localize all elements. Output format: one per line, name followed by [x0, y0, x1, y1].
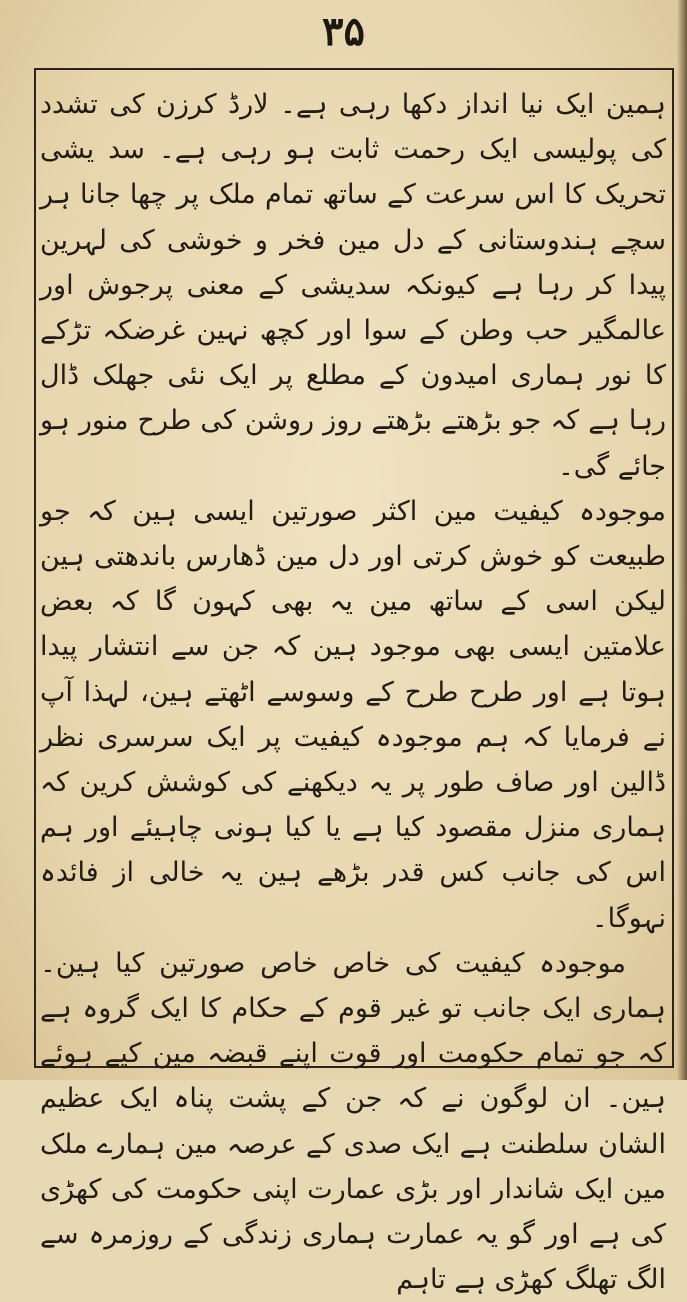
body-text [40, 82, 666, 1302]
paragraph: موجودہ کیفیت مین اکثر صورتین ایسی ہین کہ جو طبیعت کو خوش کرتی اور دل مین ڈھارس باندھتی ہین لیکن اسی کے ساتھ مین یہ بھی کہون گا کہ بعض علامتین ایسی بھی موجود ہین کہ جن سے انتشار پیدا ہوتا ہے اور طرح طرح کے وسوسے اٹھتے ہین، لہذا آپ نے فرمایا کہ ہم موجودہ کیفیت پر ایک سرسری نظر ڈالین اور صاف طور پر یہ دیکھنے کی کوشش کرین کہ ہماری منزل مقصود کیا ہے یا کیا ہونی چاہیئے اور ہم اس کی جانب کس قدر بڑھے ہین یہ خالی از فائدہ نہوگا۔ [40, 495, 666, 934]
page-edge-shadow [677, 0, 687, 1080]
paragraph: موجودہ کیفیت کی خاص خاص صورتین کیا ہین۔ ہماری ایک جانب تو غیر قوم کے حکام کا ایک گروہ ہے کہ جو تمام حکومت اور قوت اپنے قبضہ مین کیے ہوئے ہین۔ ان لوگون نے کہ جن کے پشت پناہ ایک عظیم الشان سلطنت ہے ایک صدی کے عرصہ مین ہمارے ملک مین ایک شاندار اور بڑی عمارت اپنی حکومت کی کھڑی کی ہے اور گو یہ عمارت ہماری زندگی کے روزمرہ سے الگ تھلگ کھڑی ہے تاہم [40, 947, 666, 1296]
paragraph: ہمین ایک نیا انداز دکھا رہی ہے۔ لارڈ کرزن کی تشدد کی پولیسی ایک رحمت ثابت ہو رہی ہے۔ سد یشی تحریک کا اس سرعت کے ساتھ تمام ملک پر چھا جانا ہر سچے ہندوستانی کے دل مین فخر و خوشی کی لہرین پیدا کر رہا ہے کیونکہ سدیشی کے معنی پرجوش اور عالمگیر حب وطن کے سوا اور کچھ نہین غرضکہ تڑکے کا نور ہماری امیدون کے مطلع پر ایک نئی جھلک ڈال رہا ہے کہ جو بڑھتے بڑھتے روز روشن کی طرح منور ہو جائے گی۔ [40, 89, 666, 482]
page-number: ۳۵ [322, 8, 365, 55]
